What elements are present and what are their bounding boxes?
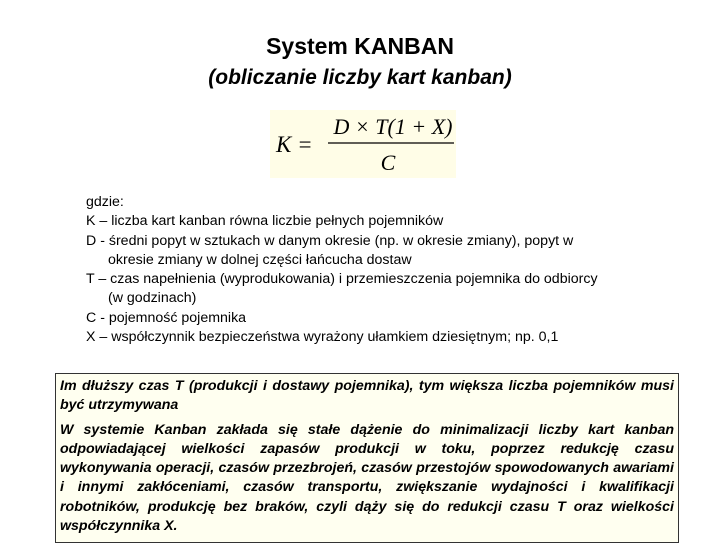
definitions-list [86, 193, 686, 347]
definition-x: X – współczynnik bezpieczeństwa wyrażony ułamkiem dziesiętnym; np. 0,1 [86, 329, 559, 346]
note-paragraph-2: W systemie Kanban zakłada się stałe dążenie do minimalizacji liczby kart kanban odpowiadającej wielkości zapasów produkcji w toku, poprzez redukcję czasu wykonywania operacji, czasów przezbrojeń, czasów przestojów spowodowanych awariami i innymi zakłóceniami, czasów transportu, zwiększanie wydajności i kwalifikacji robotników, produkcję bez braków, czyli dąży się do redukcji czasu T oraz wielkości współczynnika X. [60, 421, 674, 535]
definitions-header: gdzie: [86, 194, 124, 210]
note-box [55, 373, 679, 543]
page-subtitle: (obliczanie liczby kart kanban) [208, 66, 512, 89]
formula-lhs: K = [276, 132, 313, 157]
page-title: System KANBAN [266, 33, 454, 59]
formula-denominator: C [380, 150, 396, 175]
definition-d-continued: okresie zmiany w dolnej części łańcucha dostaw [108, 251, 412, 268]
definition-d: D - średni popyt w sztukach w danym okresie (np. w okresie zmiany), popyt w [86, 232, 574, 249]
definition-t: T – czas napełnienia (wyprodukowania) i przemieszczenia pojemnika do odbiorcy [86, 271, 598, 288]
formula-numerator: D × T(1 + X) [333, 114, 453, 139]
definition-c: C - pojemność pojemnika [86, 309, 247, 326]
note-paragraph-1: Im dłuższy czas T (produkcji i dostawy pojemnika), tym większa liczba pojemników musi być utrzymywana [60, 378, 674, 414]
definition-t-continued: (w godzinach) [108, 290, 197, 307]
kanban-formula [270, 110, 456, 178]
formula-box [270, 110, 456, 178]
definition-k: K – liczba kart kanban równa liczbie pełnych pojemników [86, 213, 444, 230]
